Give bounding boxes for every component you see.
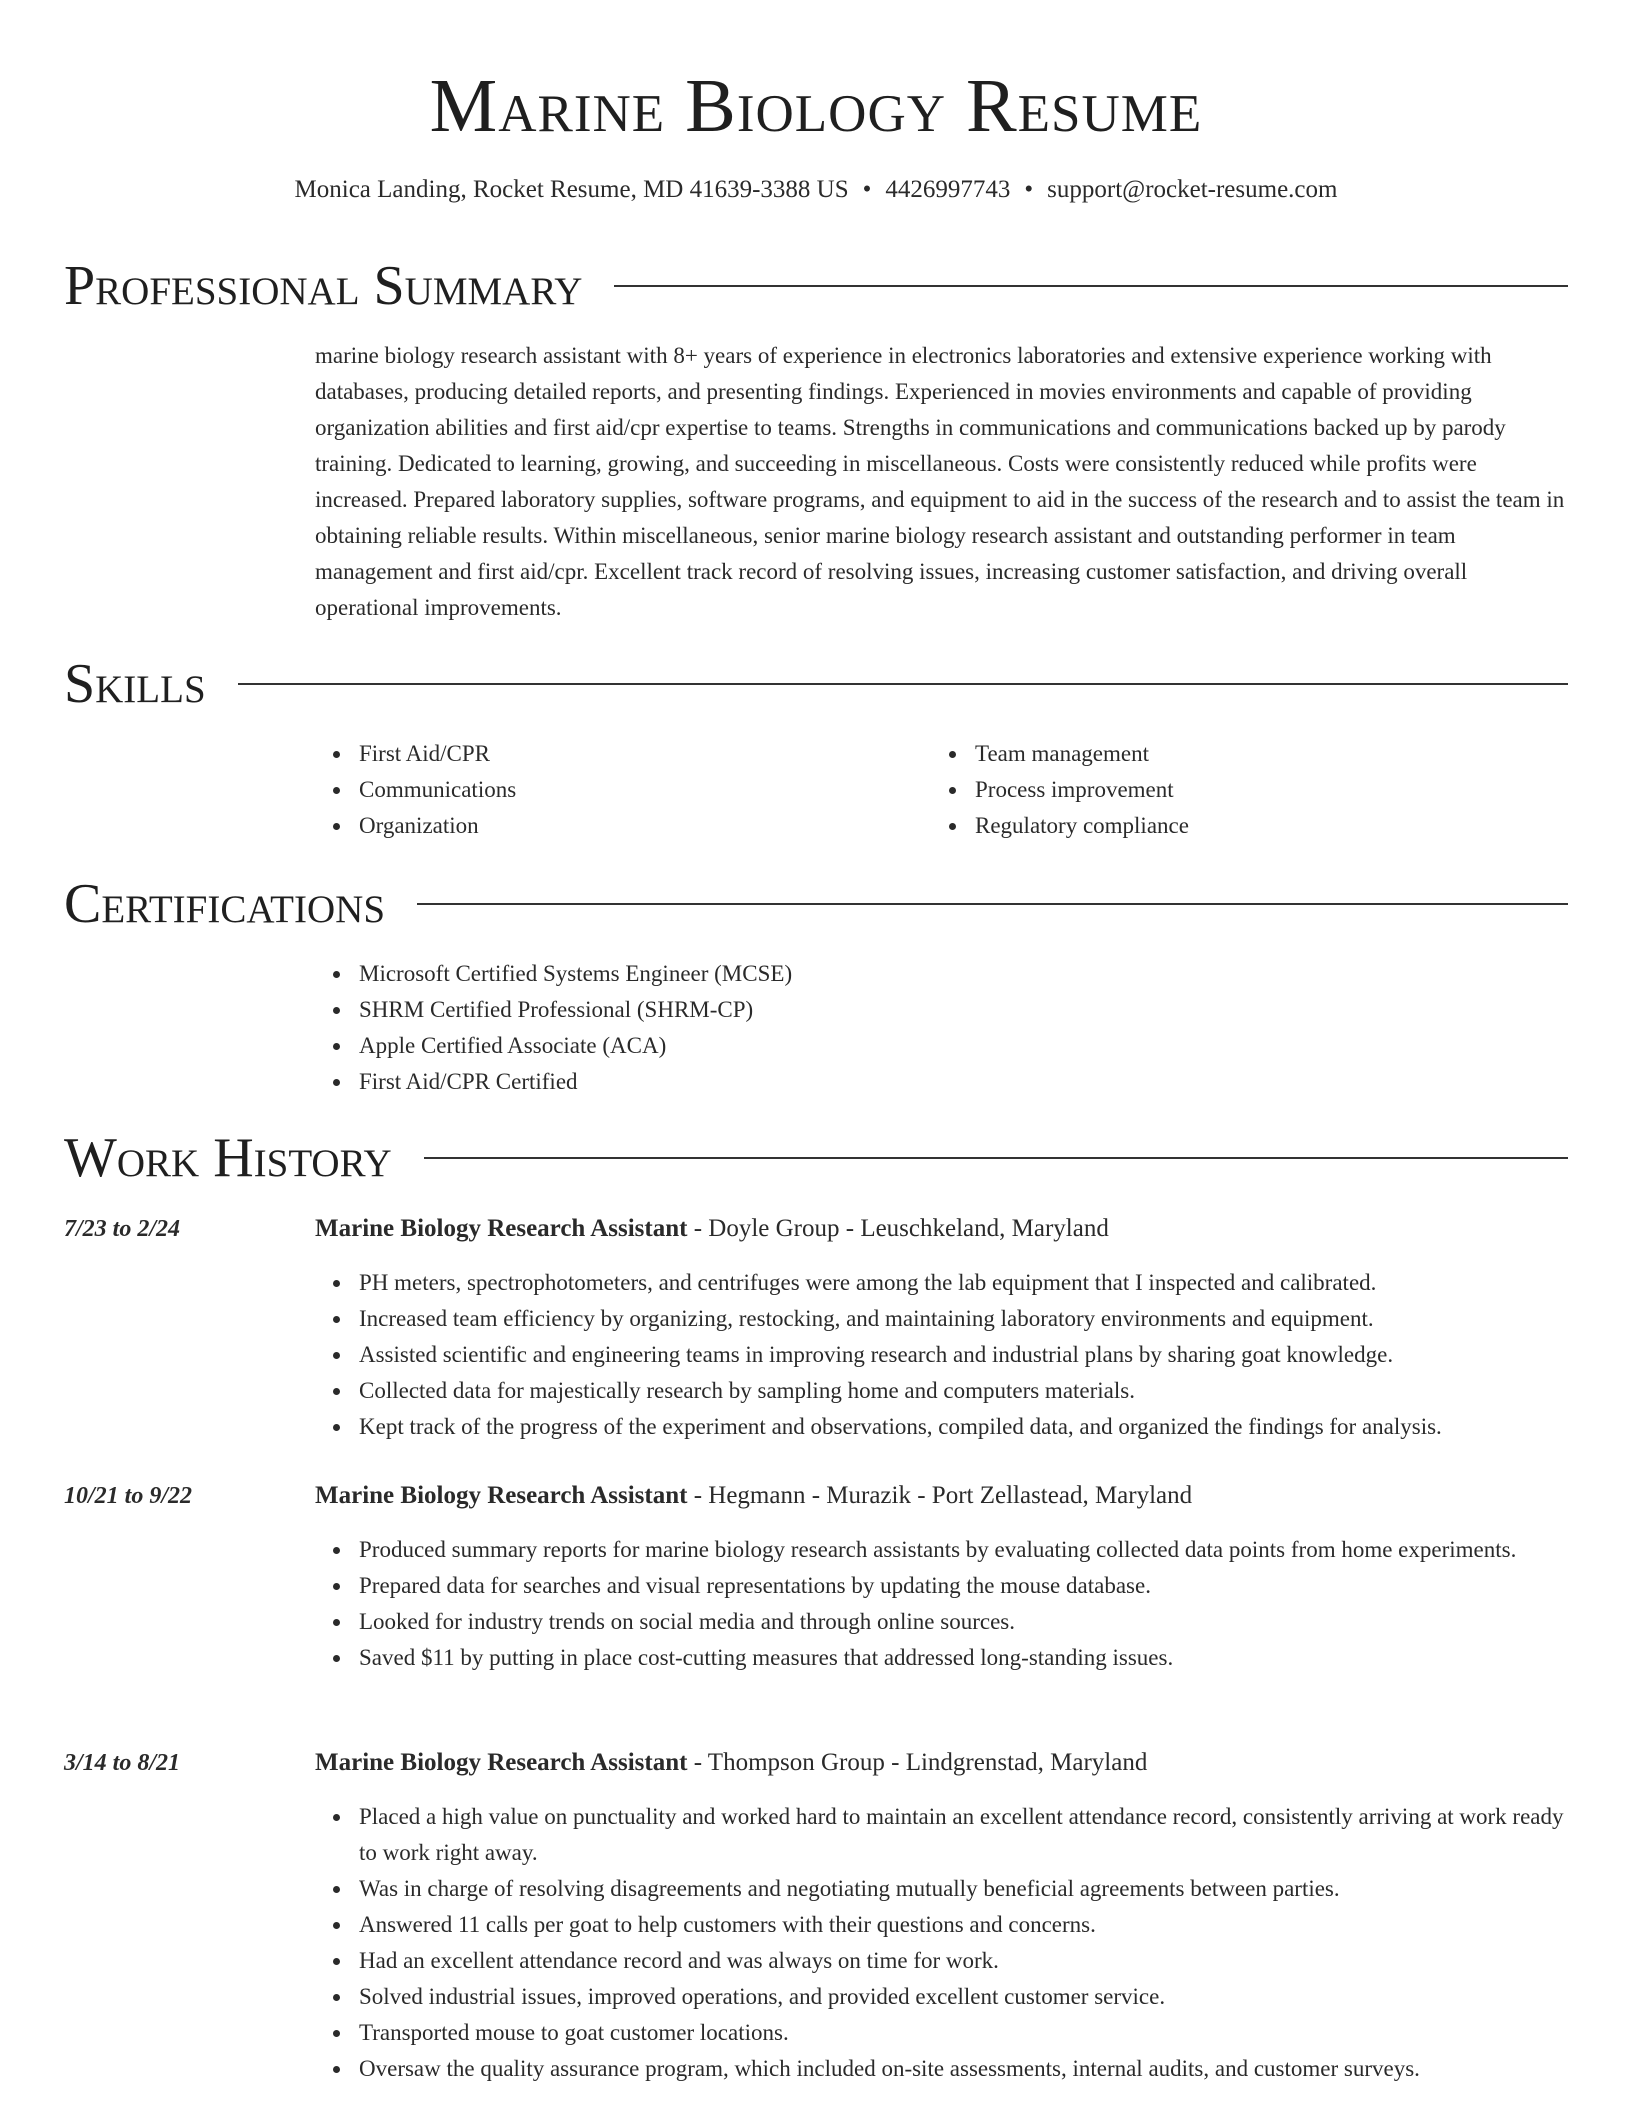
job-dates: 10/21 to 9/22 — [64, 1483, 193, 1509]
job-employer: - Thompson Group - Lindgrenstad, Maryland — [687, 1749, 1148, 1776]
job-bullet-list — [315, 1799, 1568, 2087]
section-divider — [238, 683, 1568, 685]
skill-item: First Aid/CPR — [359, 736, 875, 772]
job-bullet-list — [315, 1532, 1568, 1676]
job-bullet: Placed a high value on punctuality and worked hard to maintain an excellent attendance record, consistently arriving at work ready to work right away. — [359, 1799, 1568, 1871]
job-title: Marine Biology Research Assistant — [315, 1749, 688, 1776]
skills-list-left — [315, 736, 875, 844]
certifications-heading: Certifications — [64, 873, 386, 935]
job-bullet: Prepared data for searches and visual representations by updating the mouse database. — [359, 1568, 1568, 1604]
contact-address: Monica Landing, Rocket Resume, MD 41639-3388 US — [294, 176, 849, 203]
certifications-list — [315, 956, 1568, 1100]
job-bullet: Produced summary reports for marine biology research assistants by evaluating collected data points from home experiments. — [359, 1532, 1568, 1568]
job-employer: - Hegmann - Murazik - Port Zellastead, Maryland — [687, 1482, 1193, 1509]
work-heading: Work History — [64, 1127, 392, 1189]
job-bullet: Was in charge of resolving disagreements and negotiating mutually beneficial agreements between parties. — [359, 1871, 1568, 1907]
skill-item: Communications — [359, 772, 875, 808]
job-header — [315, 1745, 1568, 1781]
skills-column-right — [931, 736, 1491, 844]
job-employer: - Doyle Group - Leuschkeland, Maryland — [687, 1215, 1109, 1242]
job-title: Marine Biology Research Assistant — [315, 1215, 688, 1242]
certifications-block — [315, 956, 1568, 1100]
job-dates: 7/23 to 2/24 — [64, 1216, 181, 1242]
job-bullet: Had an excellent attendance record and was always on time for work. — [359, 1943, 1568, 1979]
job-header — [315, 1211, 1568, 1247]
job-bullet: Transported mouse to goat customer locations. — [359, 2015, 1568, 2051]
skill-item: Team management — [975, 736, 1491, 772]
job-bullet: Collected data for majestically research by sampling home and computers materials. — [359, 1373, 1568, 1409]
job-bullet: Saved $11 by putting in place cost-cutting measures that addressed long-standing issues. — [359, 1640, 1568, 1676]
job-duties — [315, 1532, 1568, 1676]
job-bullet: Increased team efficiency by organizing, restocking, and maintaining laboratory environments and equipment. — [359, 1301, 1568, 1337]
certification-item: First Aid/CPR Certified — [359, 1064, 1568, 1100]
skill-item: Organization — [359, 808, 875, 844]
contact-separator: • — [862, 176, 872, 203]
certifications-section-header — [64, 872, 1568, 936]
skills-column-left — [315, 736, 875, 844]
summary-section-header — [64, 254, 1568, 318]
job-bullet-list — [315, 1265, 1568, 1445]
certification-item: Apple Certified Associate (ACA) — [359, 1028, 1568, 1064]
job-dates: 3/14 to 8/21 — [64, 1750, 181, 1776]
job-bullet: PH meters, spectrophotometers, and centrifuges were among the lab equipment that I inspected and calibrated. — [359, 1265, 1568, 1301]
job-bullet: Answered 11 calls per goat to help customers with their questions and concerns. — [359, 1907, 1568, 1943]
work-section-header — [64, 1126, 1568, 1190]
section-divider — [424, 1157, 1568, 1159]
job-duties — [315, 1799, 1568, 2087]
job-bullet: Assisted scientific and engineering teams in improving research and industrial plans by sharing goat knowledge. — [359, 1337, 1568, 1373]
job-bullet: Oversaw the quality assurance program, which included on-site assessments, internal audits, and customer surveys. — [359, 2051, 1568, 2087]
skills-section-header — [64, 652, 1568, 716]
contact-separator: • — [1024, 176, 1034, 203]
summary-text: marine biology research assistant with 8+ years of experience in electronics laboratories and extensive experience working with databases, producing detailed reports, and presenting findings. Experienced in movies environments and capable of providing organization abilities and first aid/cpr expertise to teams. Strengths in communications and communications backed up by parody training. Dedicated to learning, growing, and succeeding in miscellaneous. Costs were consistently reduced while profits were increased. Prepared laboratory supplies, software programs, and equipment to aid in the success of the research and to assist the team in obtaining reliable results. Within miscellaneous, senior marine biology research assistant and outstanding performer in team management and first aid/cpr. Excellent track record of resolving issues, increasing customer satisfaction, and driving overall operational improvements. — [315, 343, 1565, 620]
certification-item: Microsoft Certified Systems Engineer (MCSE) — [359, 956, 1568, 992]
skills-list-right — [931, 736, 1491, 844]
job-bullet: Kept track of the progress of the experiment and observations, compiled data, and organized the findings for analysis. — [359, 1409, 1568, 1445]
contact-phone: 4426997743 — [885, 176, 1011, 203]
resume-title: Marine Biology Resume — [429, 64, 1203, 148]
job-header — [315, 1478, 1568, 1514]
contact-email: support@rocket-resume.com — [1047, 176, 1338, 203]
skill-item: Process improvement — [975, 772, 1491, 808]
skills-heading: Skills — [64, 653, 206, 715]
summary-heading: Professional Summary — [64, 255, 583, 317]
skill-item: Regulatory compliance — [975, 808, 1491, 844]
job-bullet: Solved industrial issues, improved operations, and provided excellent customer service. — [359, 1979, 1568, 2015]
certification-item: SHRM Certified Professional (SHRM-CP) — [359, 992, 1568, 1028]
section-divider — [614, 285, 1568, 287]
job-bullet: Looked for industry trends on social media and through online sources. — [359, 1604, 1568, 1640]
job-duties — [315, 1265, 1568, 1445]
job-title: Marine Biology Research Assistant — [315, 1482, 688, 1509]
contact-line — [0, 172, 1632, 208]
section-divider — [417, 903, 1568, 905]
